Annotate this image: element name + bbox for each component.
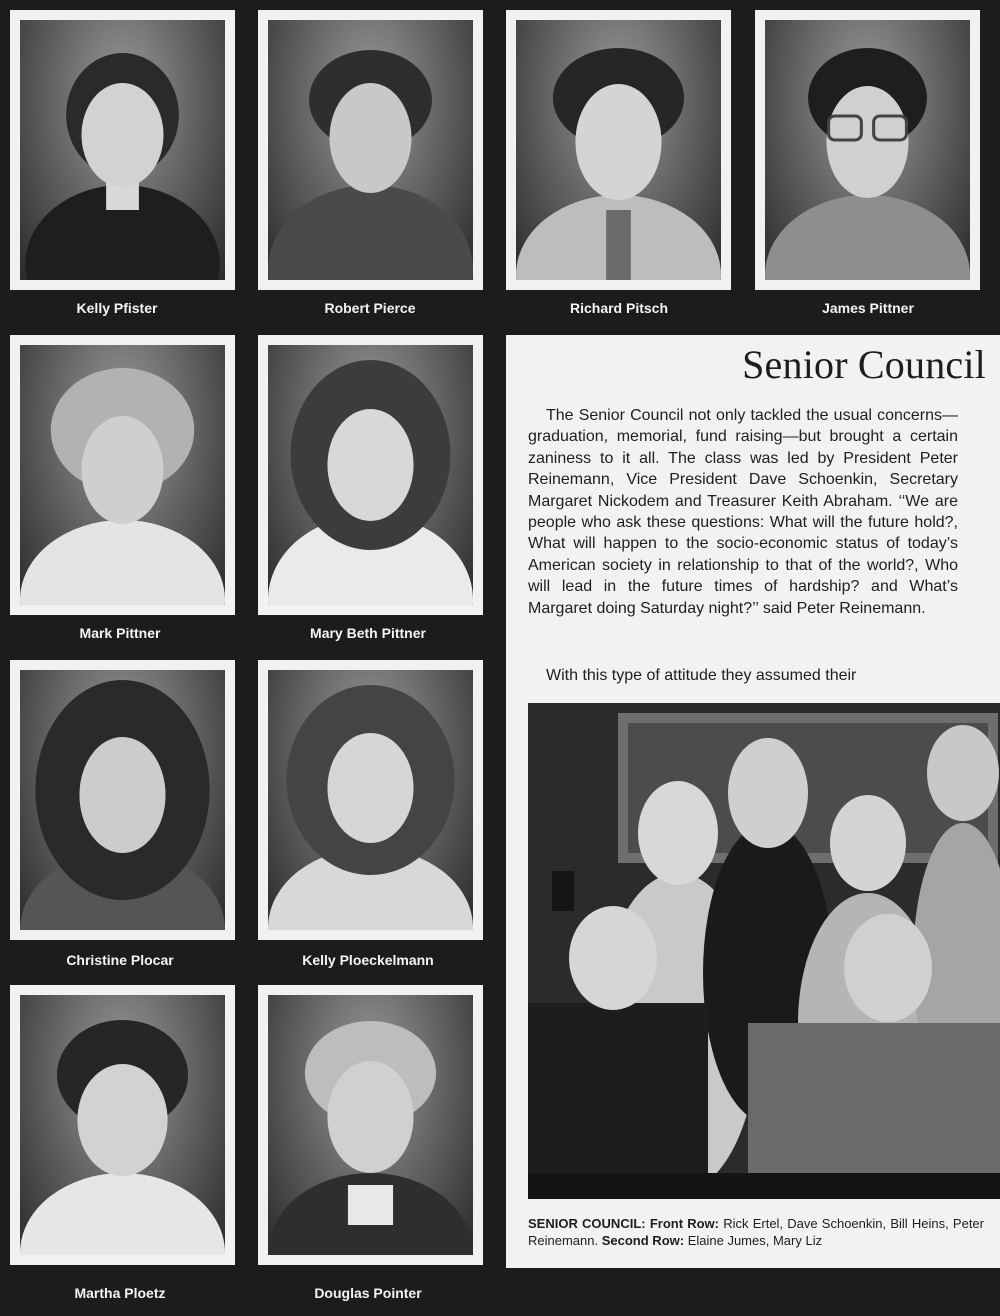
caption-front-row-names: Rick Ertel, Dave Schoenkin, Bill Heins, Peter Reinemann. — [528, 1216, 984, 1248]
portrait-photo — [516, 20, 721, 280]
portrait-card — [10, 660, 235, 940]
portrait-name: Martha Ploetz — [74, 1285, 166, 1301]
portrait-name: James Pittner — [822, 300, 914, 316]
portrait-card — [258, 985, 483, 1265]
portrait-card — [258, 660, 483, 940]
portrait-photo — [268, 670, 473, 930]
caption-group-label: SENIOR COUNCIL: — [528, 1216, 646, 1231]
portrait-photo — [765, 20, 970, 280]
senior-council-group-photo — [528, 703, 1000, 1199]
portrait-photo — [20, 995, 225, 1255]
portrait-photo — [20, 670, 225, 930]
portrait-photo — [268, 995, 473, 1255]
article-title: Senior Council — [742, 342, 986, 387]
portrait-name: Robert Pierce — [324, 300, 416, 316]
portrait-name: Christine Plocar — [66, 952, 174, 968]
portrait-photo — [268, 20, 473, 280]
caption-second-row-names: Elaine Jumes, Mary Liz — [687, 1233, 823, 1248]
portrait-photo — [20, 345, 225, 605]
portrait-name: Mary Beth Pittner — [310, 625, 426, 641]
article-paragraph: The Senior Council not only tackled the usual concerns—graduation, memorial, fund raising—but brought a certain zaniness to it all. The class was led by President Peter Reinemann, Vice President Dave Schoenkin, Secretary Margaret Nickodem and Treasurer Keith Abraham. ‘‘We are people who ask these questions: What will the future hold?, What will happen to the socio-economic status of today’s American society in relationship to that of the world?, Who will lead in the future times of hardship? and What’s Margaret doing Saturday night?’’ said Peter Reinemann. — [528, 407, 958, 617]
article-paragraph: With this type of attitude they assumed their — [546, 667, 857, 684]
caption-front-row-label: Front Row: — [649, 1216, 719, 1231]
portrait-card — [258, 335, 483, 615]
portrait-photo — [20, 20, 225, 280]
portrait-name: Kelly Pfister — [76, 300, 158, 316]
portrait-name: Kelly Ploeckelmann — [302, 952, 434, 968]
portrait-card — [755, 10, 980, 290]
portrait-card — [10, 10, 235, 290]
portrait-card — [10, 335, 235, 615]
group-photo-caption — [528, 1215, 984, 1249]
caption-second-row-label: Second Row: — [601, 1233, 685, 1248]
portrait-card — [10, 985, 235, 1265]
portrait-name: Mark Pittner — [79, 625, 161, 641]
portrait-photo — [268, 345, 473, 605]
portrait-card — [506, 10, 731, 290]
portrait-name: Richard Pitsch — [569, 300, 669, 316]
portrait-card — [258, 10, 483, 290]
portrait-name: Douglas Pointer — [314, 1285, 422, 1301]
senior-council-article — [506, 335, 1000, 1268]
